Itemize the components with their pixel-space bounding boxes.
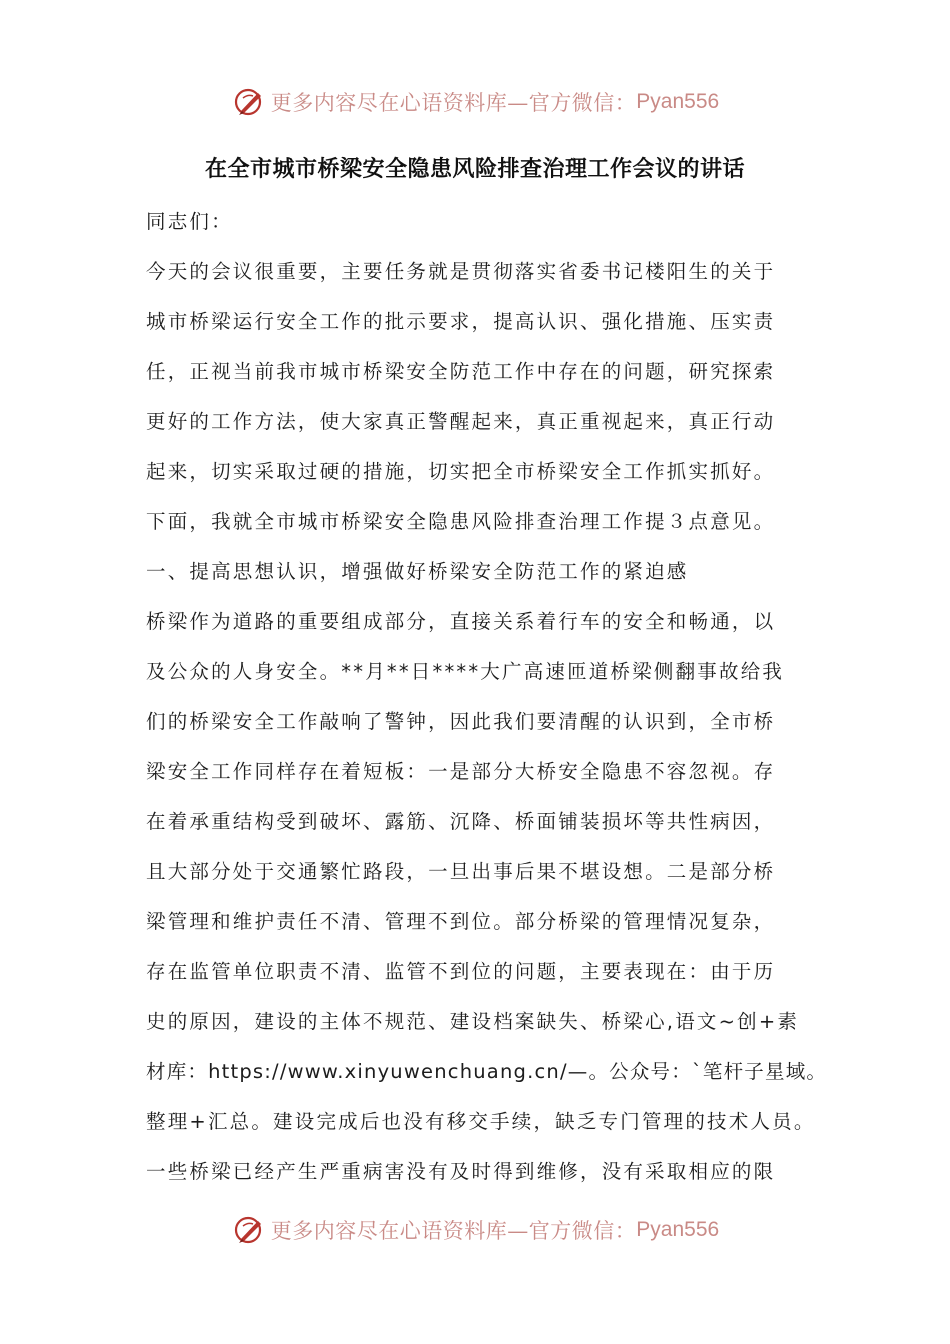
footer-watermark-banner <box>0 1210 950 1250</box>
text-line: 今天的会议很重要，主要任务就是贯彻落实省委书记楼阳生的关于 <box>146 260 776 283</box>
text-line: 同志们： <box>146 210 233 233</box>
header-banner-handle: Pyan556 <box>636 90 720 113</box>
text-line: 存在监管单位职责不清、监管不到位的问题，主要表现在：由于历 <box>146 960 776 983</box>
text-line: 下面，我就全市城市桥梁安全隐患风险排查治理工作提３点意见。 <box>146 510 776 533</box>
text-line: 一些桥梁已经产生严重病害没有及时得到维修，没有采取相应的限 <box>146 1160 776 1183</box>
header-watermark-banner <box>0 82 950 122</box>
text-line: 城市桥梁运行安全工作的批示要求，提高认识、强化措施、压实责 <box>146 310 776 333</box>
section-heading: 一、提高思想认识，增强做好桥梁安全防范工作的紧迫感 <box>146 560 689 583</box>
pen-logo-icon <box>231 1212 267 1248</box>
text-line: 桥梁作为道路的重要组成部分，直接关系着行车的安全和畅通，以 <box>146 610 776 633</box>
document-body <box>146 197 826 1197</box>
pen-logo-icon <box>231 84 267 120</box>
text-line: 整理+汇总。建设完成后也没有移交手续，缺乏专门管理的技术人员。 <box>146 1110 816 1133</box>
text-line: 任，正视当前我市城市桥梁安全防范工作中存在的问题，研究探索 <box>146 360 776 383</box>
text-line: 且大部分处于交通繁忙路段，一旦出事后果不堪设想。二是部分桥 <box>146 860 776 883</box>
text-line: 史的原因，建设的主体不规范、建设档案缺失、桥梁心,语文~创+素 <box>146 1010 800 1033</box>
header-banner-text: 更多内容尽在心语资料库—官方微信： <box>270 91 637 115</box>
text-line: 起来，切实采取过硬的措施，切实把全市桥梁安全工作抓实抓好。 <box>146 460 776 483</box>
text-line: 更好的工作方法，使大家真正警醒起来，真正重视起来，真正行动 <box>146 410 776 433</box>
footer-banner-handle: Pyan556 <box>636 1218 720 1241</box>
text-line: 材库：https://www.xinyuwenchuang.cn/—。公众号：`笔杆子星域。 <box>146 1060 828 1083</box>
document-title: 在全市城市桥梁安全隐患风险排查治理工作会议的讲话 <box>204 157 745 182</box>
text-line: 梁管理和维护责任不清、管理不到位。部分桥梁的管理情况复杂， <box>146 910 776 933</box>
text-line: 梁安全工作同样存在着短板：一是部分大桥安全隐患不容忽视。存 <box>146 760 776 783</box>
text-line: 及公众的人身安全。**月**日****大广高速匝道桥梁侧翻事故给我 <box>146 660 785 683</box>
footer-banner-text: 更多内容尽在心语资料库—官方微信： <box>270 1219 637 1243</box>
text-line: 在着承重结构受到破坏、露筋、沉降、桥面铺装损坏等共性病因， <box>146 810 776 833</box>
text-line: 们的桥梁安全工作敲响了警钟，因此我们要清醒的认识到，全市桥 <box>146 710 776 733</box>
